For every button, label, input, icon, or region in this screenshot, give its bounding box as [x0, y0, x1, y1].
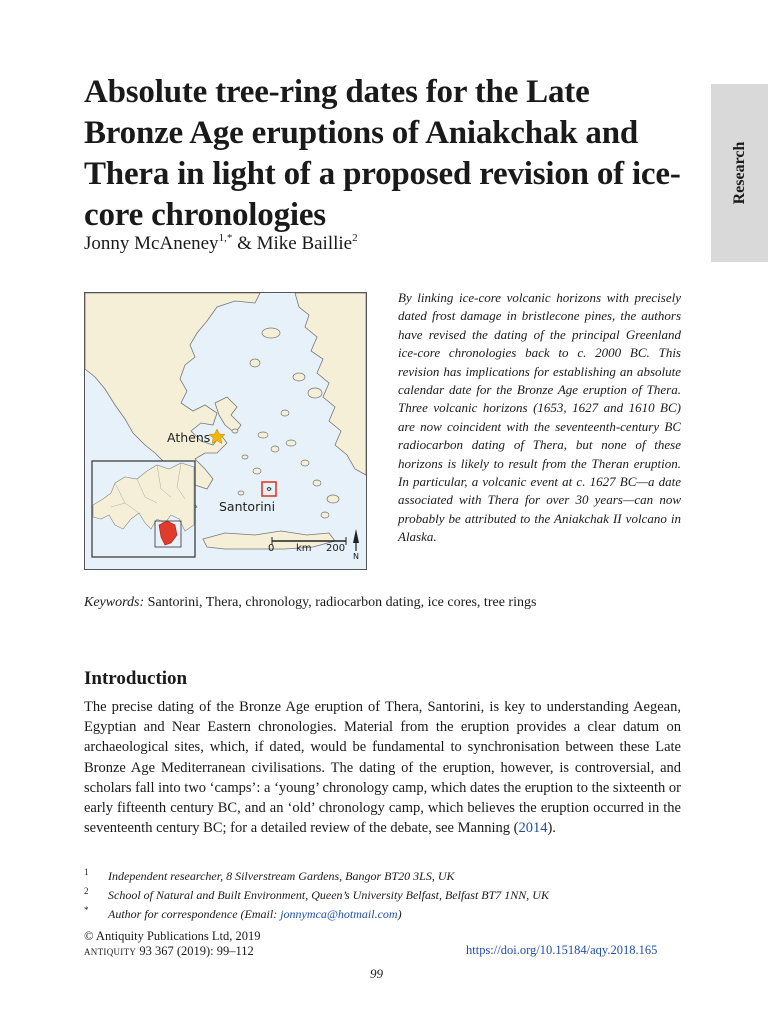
keywords-label: Keywords:	[84, 595, 145, 610]
journal-volume: 93 367 (2019): 99–112	[136, 944, 254, 958]
footnote-marker: 2	[84, 886, 89, 896]
section-heading: Introduction	[84, 668, 188, 689]
north-label: N	[353, 552, 359, 561]
page-number: 99	[370, 966, 383, 981]
scale-label-max: 200	[326, 543, 346, 554]
footnote-close: )	[397, 907, 402, 921]
intro-body: The precise dating of the Bronze Age eruption of Thera, Santorini, is key to understanding Aegean, Egyptian and Near Eastern chronologies. Material from the eruption provides a clear datum on archaeological sites, which, if dated, would be fundamental to synchronisation between these Late Bronze Age Mediterranean civilisations. The dating of the eruption, however, is controversial, and scholars fall into two ‘camps’: a ‘young’ chronology camp, which dates the eruption to the sixteenth or early fifteenth century BC, and an ‘old’ chronology camp, which believes the eruption occurred in the seventeenth century BC; for a detailed review of the debate, see Manning (	[84, 699, 681, 837]
santorini-island-icon	[267, 488, 271, 491]
affiliation-marker: 1,*	[218, 232, 233, 244]
footnote-text: Author for correspondence (Email:	[108, 907, 281, 921]
email-link[interactable]: jonnymca@hotmail.com	[280, 907, 398, 921]
author-separator: &	[232, 233, 257, 254]
location-map	[84, 292, 367, 570]
scale-label-unit: km	[296, 543, 312, 554]
keywords-line	[84, 595, 684, 611]
author-line	[84, 232, 358, 255]
map-land-euboea	[215, 397, 241, 433]
citation-link[interactable]: 2014	[518, 820, 548, 837]
footnote-marker: 1	[84, 867, 89, 877]
doi-link[interactable]: https://doi.org/10.15184/aqy.2018.165	[466, 943, 658, 957]
journal-name: antiquity	[84, 944, 137, 958]
abstract-text: By linking ice-core volcanic horizons with precisely dated frost damage in bristlecone pines, the authors have revised the dating of the principal Greenland ice-core chronologies back to c. 2000 BC. This revision has implications for establishing an absolute calendar date for the Bronze Age eruption of Thera. Three volcanic horizons (1653, 1627 and 1610 BC) are now coincident with the seventeenth-century BC radiocarbon dating of Thera, but none of these horizons is likely to result from the Theran eruption. In particular, a volcanic event at c. 1627 BC—a date associated with Thera for over 30 years—can now probably be attributed to the Aniakchak II volcano in Alaska.	[398, 290, 681, 545]
footnote-text-wrap	[108, 907, 402, 922]
map-land-turkey	[295, 293, 366, 475]
map-label-santorini: Santorini	[219, 499, 276, 514]
section-tab-label: Research	[730, 141, 748, 205]
author-name: Mike Baillie	[256, 233, 353, 254]
affiliation-marker: 2	[352, 232, 358, 244]
map-graphic	[85, 293, 366, 569]
article-title: Absolute tree-ring dates for the Late Bronze Age eruptions of Aniakchak and Thera in light of a proposed revision of ice-core chronologies	[84, 74, 681, 233]
north-arrow-icon	[353, 529, 359, 551]
santorini-marker	[262, 482, 276, 496]
footnote-marker: *	[84, 905, 89, 915]
footnote-text: School of Natural and Built Environment, Queen’s University Belfast, Belfast BT7 1NN, UK	[108, 888, 549, 902]
map-inset-europe	[92, 461, 195, 557]
map-label-athens: Athens	[167, 430, 211, 445]
section-tab	[711, 84, 768, 262]
author-name: Jonny McAneney	[84, 233, 219, 254]
footnote-text: Independent researcher, 8 Silverstream Gardens, Bangor BT20 3LS, UK	[108, 869, 455, 883]
journal-reference	[84, 944, 254, 959]
scale-label-zero: 0	[268, 543, 275, 554]
intro-paragraph	[84, 697, 681, 838]
copyright-line: © Antiquity Publications Ltd, 2019	[84, 929, 261, 943]
keywords-text: Santorini, Thera, chronology, radiocarbon dating, ice cores, tree rings	[144, 595, 537, 610]
intro-end: ).	[547, 820, 556, 837]
